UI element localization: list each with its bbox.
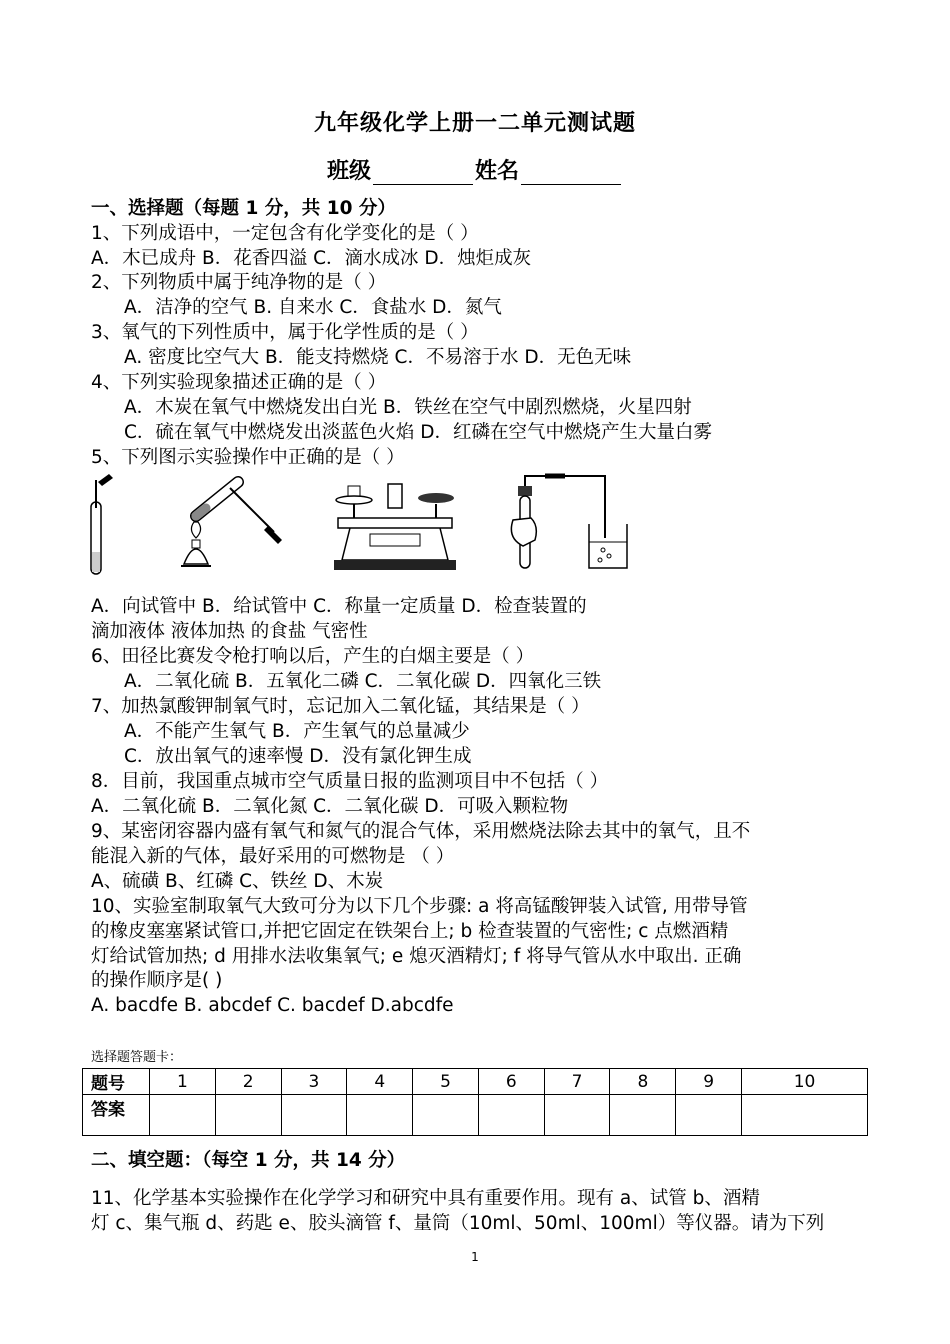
page-number: 1: [471, 1250, 479, 1264]
question-9-line1: 9、某密闭容器内盛有氧气和氮气的混合气体，采用燃烧法除去其中的氧气，且不: [91, 821, 751, 842]
answer-cell[interactable]: [281, 1095, 347, 1136]
question-3-options: A. 密度比空气大 B．能支持燃烧 C．不易溶于水 D．无色无味: [124, 347, 632, 368]
question-2: 2、下列物质中属于纯净物的是（ ）: [91, 272, 387, 293]
class-name-line: [0, 154, 950, 185]
name-label: 姓名: [475, 159, 520, 184]
answer-cell[interactable]: [150, 1095, 216, 1136]
answer-cell[interactable]: [544, 1095, 610, 1136]
number-header: 题号: [83, 1069, 150, 1095]
question-3: 3、氧气的下列性质中，属于化学性质的是（ ）: [91, 322, 479, 343]
question-5: 5、下列图示实验操作中正确的是（ ）: [91, 447, 405, 468]
question-4: 4、下列实验现象描述正确的是（ ）: [91, 372, 387, 393]
answer-card-label: 选择题答题卡：: [91, 1050, 183, 1065]
answer-table: [82, 1068, 868, 1136]
number-cell: 1: [150, 1069, 216, 1095]
question-10-line1: 10、实验室制取氧气大致可分为以下几个步骤: a 将高锰酸钾装入试管, 用带导管: [91, 896, 748, 917]
question-1: 1、下列成语中，一定包含有化学变化的是（ ）: [91, 223, 479, 244]
number-cell: 3: [281, 1069, 347, 1095]
question-6-options: A．二氧化硫 B．五氧化二磷 C．二氧化碳 D．四氧化三铁: [124, 671, 602, 692]
question-2-options: A．洁净的空气 B. 自来水 C．食盐水 D．氮气: [124, 297, 502, 318]
question-10-line2: 的橡皮塞塞紧试管口,并把它固定在铁架台上; b 检查装置的气密性; c 点燃酒精: [91, 921, 729, 942]
answer-header: 答案: [83, 1095, 150, 1136]
answer-cell[interactable]: [215, 1095, 281, 1136]
number-cell: 10: [742, 1069, 868, 1095]
question-7: 7、加热氯酸钾制氧气时，忘记加入二氧化锰，其结果是（ ）: [91, 696, 590, 717]
balance-figure: [330, 478, 462, 578]
heating-test-tube-figure: [178, 474, 296, 577]
answer-cell[interactable]: [347, 1095, 413, 1136]
question-1-options: A．木已成舟 B．花香四溢 C．滴水成冰 D．烛炬成灰: [91, 248, 532, 269]
question-7-options-cd: C．放出氧气的速率慢 D．没有氯化钾生成: [124, 746, 472, 767]
answer-cell[interactable]: [413, 1095, 479, 1136]
question-9-line2: 能混入新的气体，最好采用的可燃物是 （ ）: [91, 846, 455, 867]
section1-heading: 一、选择题（每题 1 分，共 10 分）: [91, 198, 396, 219]
question-7-options-ab: A．不能产生氧气 B．产生氧气的总量减少: [124, 721, 470, 742]
question-11-line2: 灯 c、集气瓶 d、药匙 e、胶头滴管 f、量筒（10ml、50ml、100ml）等仪器。请为下列: [91, 1213, 825, 1234]
name-blank: [521, 162, 621, 185]
section2-heading: 二、填空题：（每空 1 分，共 14 分）: [91, 1150, 406, 1171]
number-cell: 4: [347, 1069, 413, 1095]
question-4-options-cd: C．硫在氧气中燃烧发出淡蓝色火焰 D．红磷在空气中燃烧产生大量白雾: [124, 422, 713, 443]
question-8: 8．目前，我国重点城市空气质量日报的监测项目中不包括（ ）: [91, 771, 609, 792]
answer-cell[interactable]: [610, 1095, 676, 1136]
answer-table-number-row: [83, 1069, 868, 1095]
number-cell: 9: [676, 1069, 742, 1095]
airtightness-check-figure: [505, 468, 635, 576]
question-11-line1: 11、化学基本实验操作在化学学习和研究中具有重要作用。现有 a、试管 b、酒精: [91, 1188, 760, 1209]
class-blank: [373, 162, 473, 185]
answer-cell[interactable]: [676, 1095, 742, 1136]
question-10-line4: 的操作顺序是( ): [91, 970, 223, 991]
answer-cell[interactable]: [742, 1095, 868, 1136]
question-4-options-ab: A．木炭在氧气中燃烧发出白光 B．铁丝在空气中剧烈燃烧，火星四射: [124, 397, 692, 418]
number-cell: 5: [413, 1069, 479, 1095]
question-5-labels-line1: A．向试管中 B．给试管中 C．称量一定质量 D．检查装置的: [91, 596, 587, 617]
question-9-options: A、硫磺 B、红磷 C、铁丝 D、木炭: [91, 871, 384, 892]
question-8-options: A．二氧化硫 B．二氧化氮 C．二氧化碳 D．可吸入颗粒物: [91, 796, 569, 817]
number-cell: 6: [478, 1069, 544, 1095]
class-label: 班级: [326, 159, 371, 184]
number-cell: 8: [610, 1069, 676, 1095]
question-10-options: A. bacdfe B. abcdef C. bacdef D.abcdfe: [91, 995, 454, 1016]
question-5-labels-line2: 滴加液体 液体加热 的食盐 气密性: [91, 621, 368, 642]
number-cell: 2: [215, 1069, 281, 1095]
question-10-line3: 灯给试管加热; d 用排水法收集氧气; e 熄灭酒精灯; f 将导气管从水中取出. 正确: [91, 946, 742, 967]
question-6: 6、田径比赛发令枪打响以后，产生的白烟主要是（ ）: [91, 646, 535, 667]
page-title: 九年级化学上册一二单元测试题: [313, 111, 636, 136]
answer-cell[interactable]: [478, 1095, 544, 1136]
answer-table-answer-row: [83, 1095, 868, 1136]
number-cell: 7: [544, 1069, 610, 1095]
dropper-test-tube-figure: [85, 472, 125, 577]
